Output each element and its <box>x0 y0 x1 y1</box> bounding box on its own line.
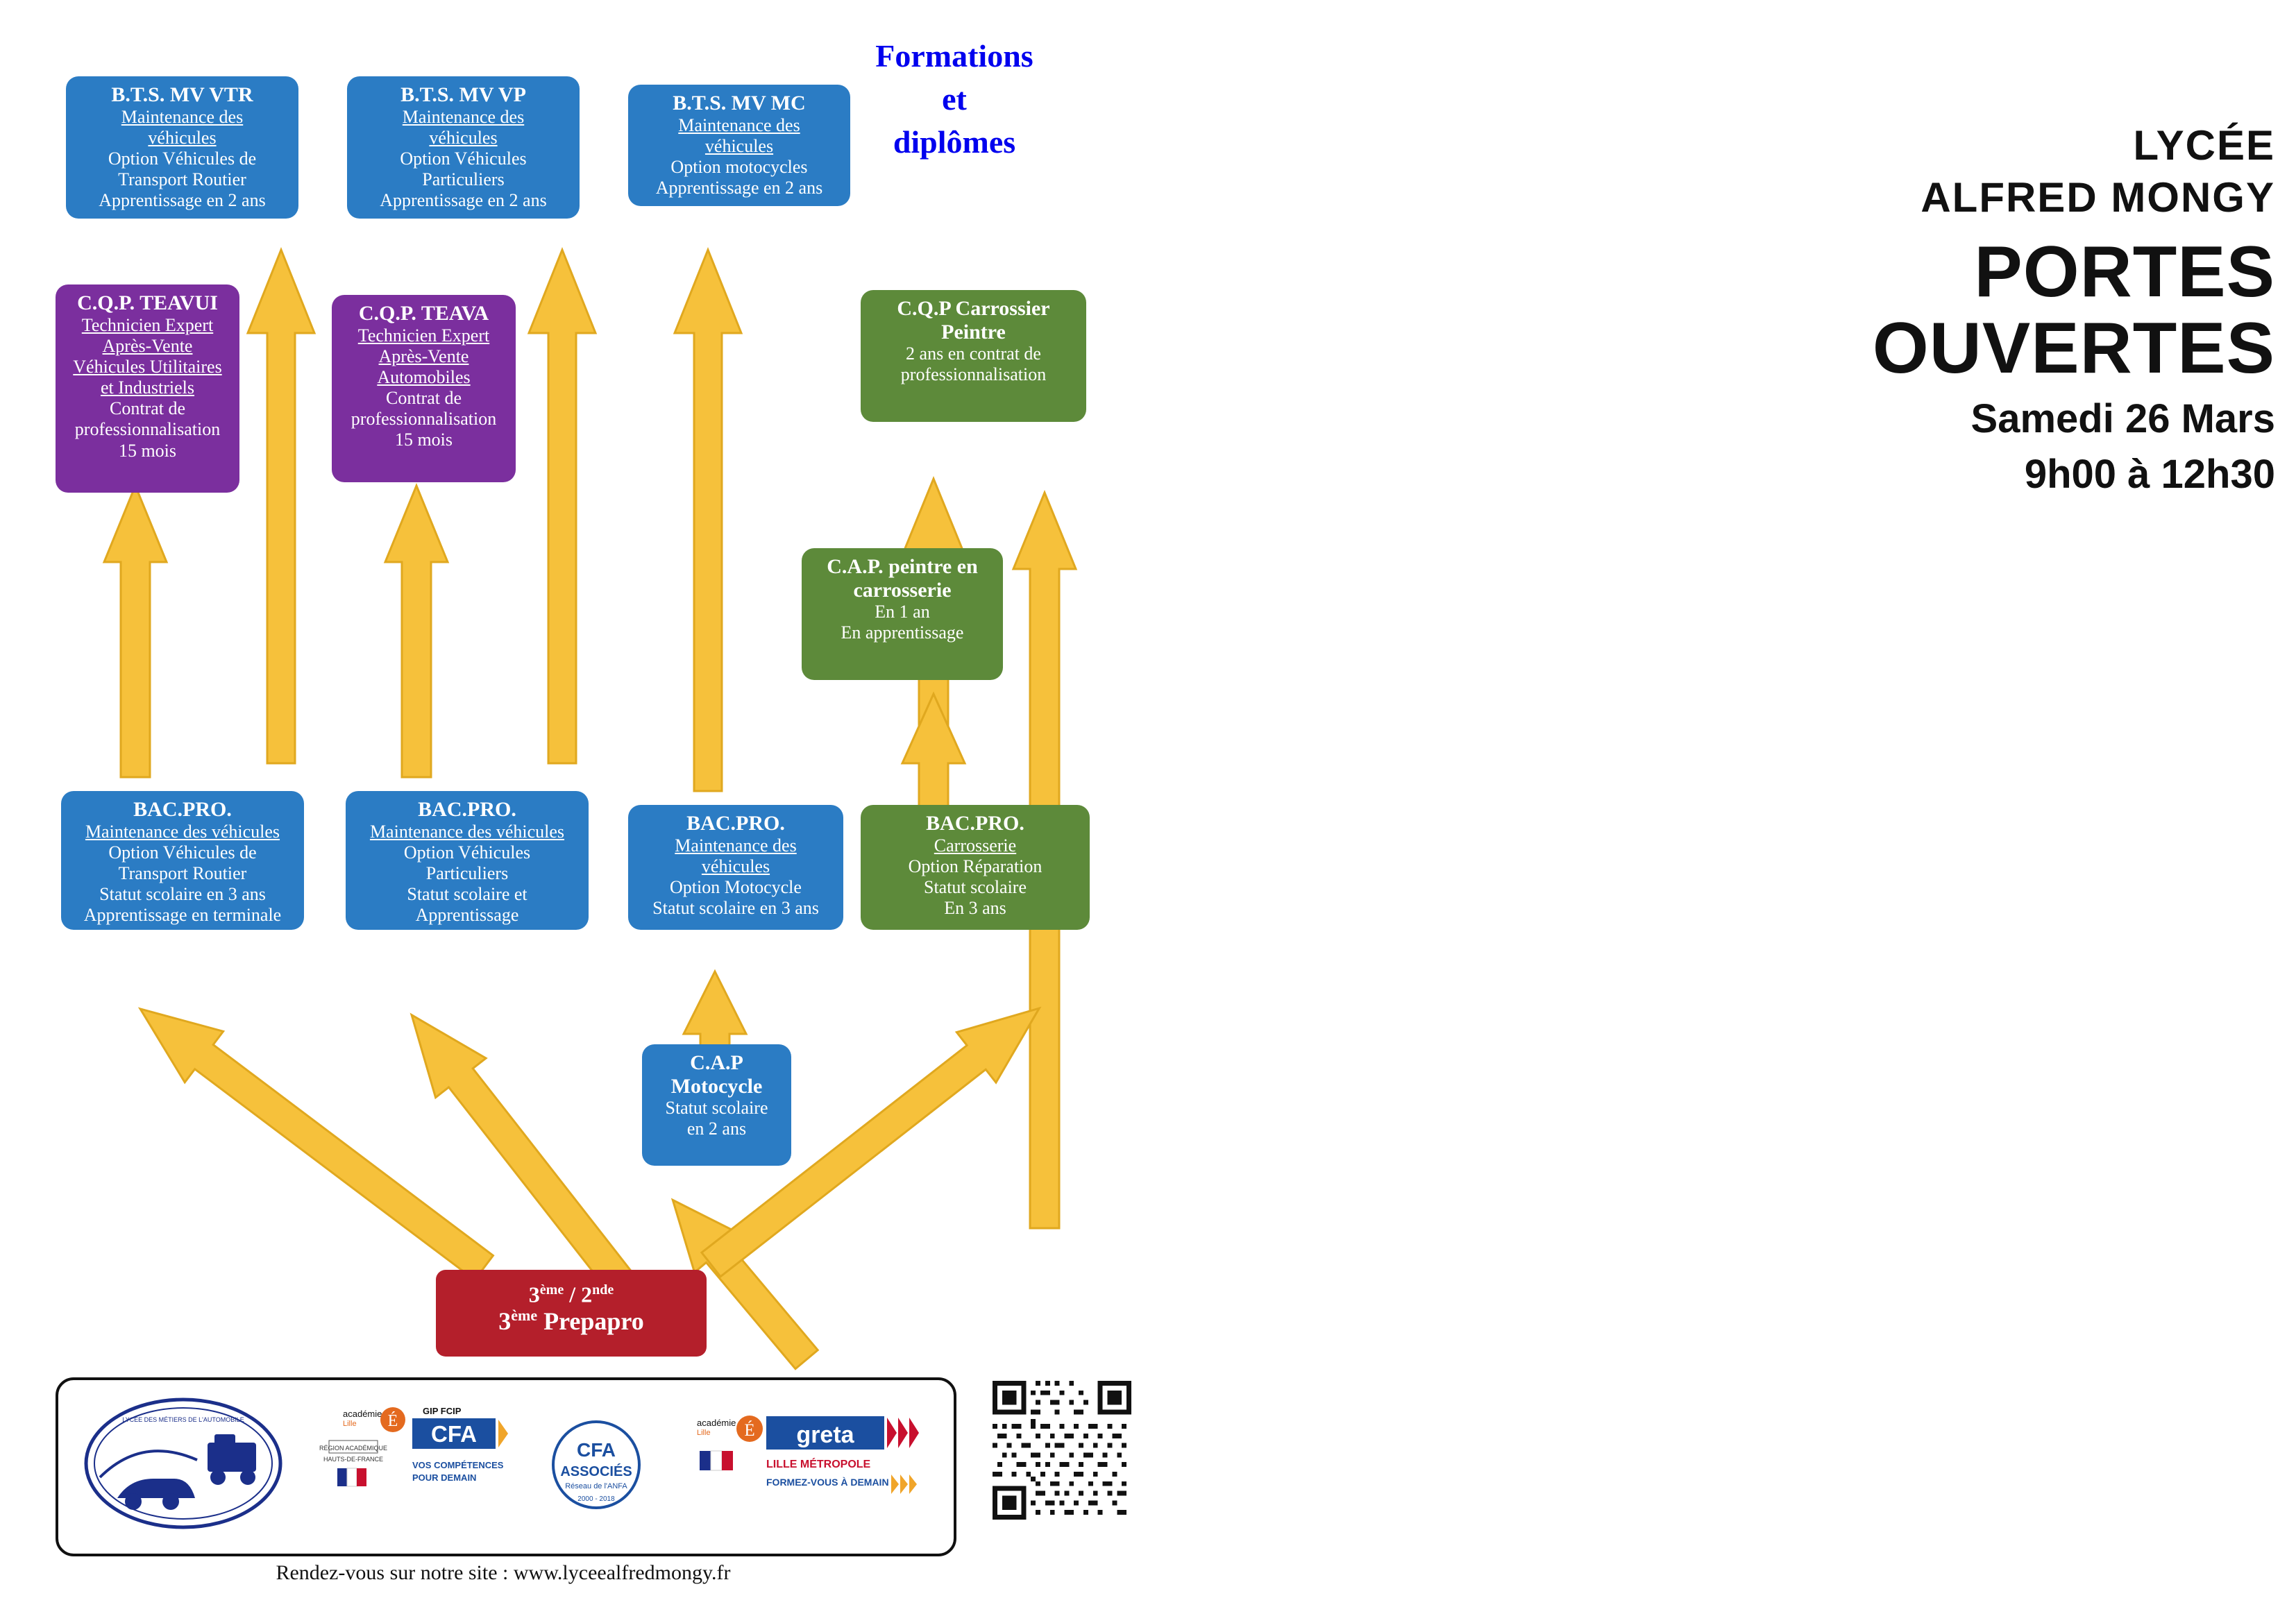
box-header: B.T.S. MV VP <box>400 83 526 106</box>
cyan-diamond-1 <box>2285 0 2296 474</box>
box-line: Technicien Expert <box>357 325 490 346</box>
box-line: professionnalisation <box>74 419 221 440</box>
box-line: Transport Routier <box>118 169 246 190</box>
footer-note: Rendez-vous sur notre site : www.lyceealfredmongy.fr <box>276 1561 731 1584</box>
box-line: Après-Vente <box>378 346 469 366</box>
box-line: Statut scolaire <box>923 876 1027 897</box>
box-line: 15 mois <box>394 430 453 450</box>
box-line: Particuliers <box>422 169 505 190</box>
poster-school-line-1: LYCÉE <box>2133 122 2275 169</box>
box-line: véhicules <box>429 127 498 148</box>
box-line: Particuliers <box>425 863 509 883</box>
svg-text:Lille: Lille <box>697 1429 711 1437</box>
box-line: Apprentissage en 2 ans <box>99 190 266 211</box>
svg-text:greta: greta <box>796 1422 854 1448</box>
svg-text:Réseau de l'ANFA: Réseau de l'ANFA <box>565 1482 627 1490</box>
box-bacpro-carrosserie[interactable] <box>861 805 1090 930</box>
svg-text:académie: académie <box>697 1418 736 1428</box>
box-line: Maintenance des <box>402 106 525 127</box>
box-line: Contrat de <box>109 398 186 419</box>
box-line: Option Véhicules <box>400 148 527 169</box>
diagram-title <box>840 35 1069 164</box>
box-line: véhicules <box>704 135 774 156</box>
arrow-up-bacpro-moto-to-bts <box>666 250 750 791</box>
svg-text:ASSOCIÉS: ASSOCIÉS <box>560 1464 632 1479</box>
svg-text:É: É <box>744 1421 755 1440</box>
box-bts-mv-mc[interactable] <box>628 85 850 206</box>
box-line: Apprentissage en 2 ans <box>380 190 547 211</box>
box-line: Option motocycles <box>670 156 808 177</box>
arrow-up-bacpro-vp-to-cqp <box>378 486 455 777</box>
box-line: Statut scolaire et <box>407 884 527 905</box>
box-bts-mv-vp[interactable] <box>347 76 580 219</box>
box-line: En 3 ans <box>944 898 1006 919</box>
box-line: Contrat de <box>385 388 462 409</box>
box-line: et Industriels <box>100 377 195 398</box>
box-line: Statut scolaire <box>665 1098 768 1119</box>
box-bacpro-motocycle[interactable] <box>628 805 843 930</box>
logo-greta <box>683 1408 940 1526</box>
svg-text:académie: académie <box>343 1409 382 1419</box>
svg-text:LYCÉE DES MÉTIERS DE L'AUTOMOB: LYCÉE DES MÉTIERS DE L'AUTOMOBILE <box>122 1416 244 1423</box>
arrow-up-bacpro-vtr-to-cqp <box>97 486 174 777</box>
poster-event-line-1: PORTES <box>1974 232 2275 312</box>
box-line: Option Véhicules de <box>108 842 257 863</box>
box-line: Option Véhicules <box>403 842 531 863</box>
box-header: Peintre <box>941 320 1006 343</box>
svg-text:Lille: Lille <box>343 1420 357 1428</box>
box-cqp-teavui[interactable] <box>56 284 239 493</box>
box-header: C.Q.P. TEAVA <box>358 302 489 325</box>
box-line: Maintenance des <box>121 106 244 127</box>
box-line: En 1 an <box>875 602 930 622</box>
svg-text:HAUTS-DE-FRANCE: HAUTS-DE-FRANCE <box>323 1456 384 1463</box>
box-header: C.Q.P Carrossier <box>897 297 1050 320</box>
box-line: Après-Vente <box>102 335 193 356</box>
box-line: Technicien Expert <box>81 314 214 335</box>
svg-text:2000 - 2018: 2000 - 2018 <box>577 1495 615 1503</box>
poster-event-line-2: OUVERTES <box>1872 308 2275 389</box>
box-line: Véhicules Utilitaires <box>73 356 222 377</box>
box-line: véhicules <box>148 127 217 148</box>
box-line: Automobiles <box>377 366 471 387</box>
box-header: Motocycle <box>670 1074 763 1098</box>
qr-code <box>993 1381 1131 1520</box>
svg-text:GIP FCIP: GIP FCIP <box>423 1406 462 1416</box>
entry-line-2: 3ème Prepapro <box>498 1307 644 1336</box>
box-line: Option Véhicules de <box>108 148 257 169</box>
box-line: en 2 ans <box>686 1119 747 1139</box>
svg-text:É: É <box>387 1412 398 1430</box>
svg-text:VOS COMPÉTENCES: VOS COMPÉTENCES <box>412 1460 504 1470</box>
box-cap-motocycle[interactable] <box>642 1044 791 1166</box>
box-line: Maintenance des <box>675 835 797 856</box>
svg-text:POUR DEMAIN: POUR DEMAIN <box>412 1472 477 1483</box>
box-header: BAC.PRO. <box>926 812 1024 835</box>
box-line: Statut scolaire en 3 ans <box>652 898 819 919</box>
poster-school-line-2: ALFRED MONGY <box>1921 174 2275 221</box>
svg-text:RÉGION ACADÉMIQUE: RÉGION ACADÉMIQUE <box>319 1445 388 1452</box>
box-line: véhicules <box>701 856 770 876</box>
box-entry-3eme-2nde[interactable] <box>436 1270 707 1357</box>
box-line: Maintenance des véhicules <box>85 821 280 842</box>
box-header: BAC.PRO. <box>133 798 232 821</box>
box-header: carrosserie <box>853 578 952 602</box>
box-line: Option Motocycle <box>670 876 802 897</box>
box-header: C.A.P. peintre en <box>827 555 978 578</box>
box-header: C.A.P <box>690 1051 743 1074</box>
diagram-logos-strip <box>56 1377 956 1556</box>
svg-text:CFA: CFA <box>577 1439 616 1461</box>
entry-line-1: 3ème / 2nde <box>528 1282 614 1307</box>
box-line: Carrosserie <box>934 835 1017 856</box>
diagram-title-line-1: Formations <box>875 38 1033 74</box>
poster-date: Samedi 26 Mars <box>1970 396 2275 441</box>
box-header: B.T.S. MV VTR <box>111 83 253 106</box>
box-line: professionnalisation <box>900 364 1047 385</box>
box-line: 2 ans en contrat de <box>906 343 1041 364</box>
arrow-up-bacpro-vp-to-bts <box>521 250 604 763</box>
logo-lycee-auto <box>79 1394 287 1533</box>
box-header: B.T.S. MV MC <box>673 92 806 114</box>
box-bacpro-vp[interactable] <box>346 791 589 930</box>
box-bacpro-vtr[interactable] <box>61 791 304 930</box>
box-line: Transport Routier <box>118 863 247 883</box>
box-line: Maintenance des véhicules <box>369 821 565 842</box>
box-line: Apprentissage en terminale <box>83 905 282 926</box>
box-line: Maintenance des <box>678 114 800 135</box>
open-day-poster <box>1152 0 2296 1623</box>
box-header: BAC.PRO. <box>686 812 785 835</box>
diagram-title-line-2: et <box>942 81 967 117</box>
box-cap-peintre-carrosserie[interactable] <box>802 548 1003 680</box>
poster-hours: 9h00 à 12h30 <box>2024 452 2275 497</box>
box-line: professionnalisation <box>351 409 497 430</box>
logo-cfa-associes <box>516 1415 676 1519</box>
box-header: C.Q.P. TEAVUI <box>77 291 218 314</box>
svg-text:LILLE MÉTROPOLE: LILLE MÉTROPOLE <box>766 1459 871 1470</box>
box-line: Option Réparation <box>908 856 1043 876</box>
cyan-diamond-4 <box>2289 443 2296 737</box>
box-bts-mv-vtr[interactable] <box>66 76 298 219</box>
box-line: 15 mois <box>118 440 177 461</box>
box-header: BAC.PRO. <box>418 798 516 821</box>
arrow-up-bacpro-vtr-to-bts <box>239 250 323 763</box>
box-line: Statut scolaire en 3 ans <box>99 884 266 905</box>
box-line: En apprentissage <box>841 622 964 643</box>
svg-text:CFA: CFA <box>431 1421 477 1447</box>
box-line: Apprentissage en 2 ans <box>655 178 823 198</box>
box-line: Apprentissage <box>415 905 519 926</box>
box-cqp-carrossier-peintre[interactable] <box>861 290 1086 422</box>
svg-text:FORMEZ-VOUS À DEMAIN: FORMEZ-VOUS À DEMAIN <box>766 1477 889 1488</box>
diagram-title-line-3: diplômes <box>893 124 1016 160</box>
logo-academie-cfa <box>301 1404 509 1526</box>
box-cqp-teava[interactable] <box>332 295 516 482</box>
